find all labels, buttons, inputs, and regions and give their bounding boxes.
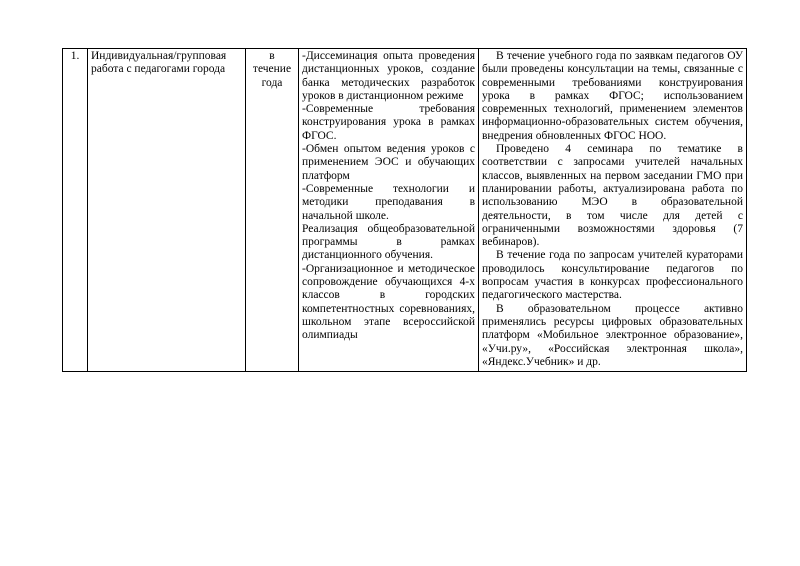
topic-paragraph: -Диссеминация опыта проведения дистанционных уроков, создание банка методических разработок уроков в дистанционном режиме xyxy=(302,50,475,102)
topic-paragraph: -Современные технологии и методики преподавания в начальной школе. xyxy=(302,182,475,222)
activity-cell: Индивидуальная/групповая работа с педагогами города xyxy=(88,49,246,372)
results-cell xyxy=(479,49,747,372)
table-row xyxy=(63,49,747,372)
result-paragraph: В образовательном процессе активно применялись ресурсы цифровых образовательных платформ «Мобильное электронное образование», «Учи.ру», «Российская электронная школа», «Яндекс.Учебник» и др. xyxy=(482,302,743,368)
activity-report-table xyxy=(62,48,747,372)
topics-cell xyxy=(299,49,479,372)
row-number-cell: 1. xyxy=(63,49,88,372)
result-paragraph: Проведено 4 семинара по тематике в соответствии с запросами учителей начальных классов, выявленных на первом заседании ГМО при планировании работы, актуализирована работа по использованию МЭО в образовательной деятельности, в том числе для детей с ограниченными возможностями здоровья (7 вебинаров). xyxy=(482,143,743,249)
result-paragraph: В течение года по запросам учителей кураторами проводилось консультирование педагогов по вопросам участия в конкурсах профессионального педагогического мастерства. xyxy=(482,249,743,302)
topic-paragraph: -Организационное и методическое сопровождение обучающихся 4-х классов в городских компетентностных соревнованиях, школьном этапе всероссийской олимпиады xyxy=(302,262,475,342)
topic-paragraph: Реализация общеобразовательной программы в рамках дистанционного обучения. xyxy=(302,222,475,262)
timing-cell: в течение года xyxy=(246,49,299,372)
topic-paragraph: -Современные требования конструирования урока в рамках ФГОС. xyxy=(302,103,475,142)
result-paragraph: В течение учебного года по заявкам педагогов ОУ были проведены консультации на темы, связанные с современными требованиями конструирования урока в рамках ФГОС; использованием современных технологий, применением элементов информационно-образовательных систем обучения, внедрения обновленных ФГОС НОО. xyxy=(482,50,743,142)
topic-paragraph: -Обмен опытом ведения уроков с применением ЭОС и обучающих платформ xyxy=(302,143,475,182)
